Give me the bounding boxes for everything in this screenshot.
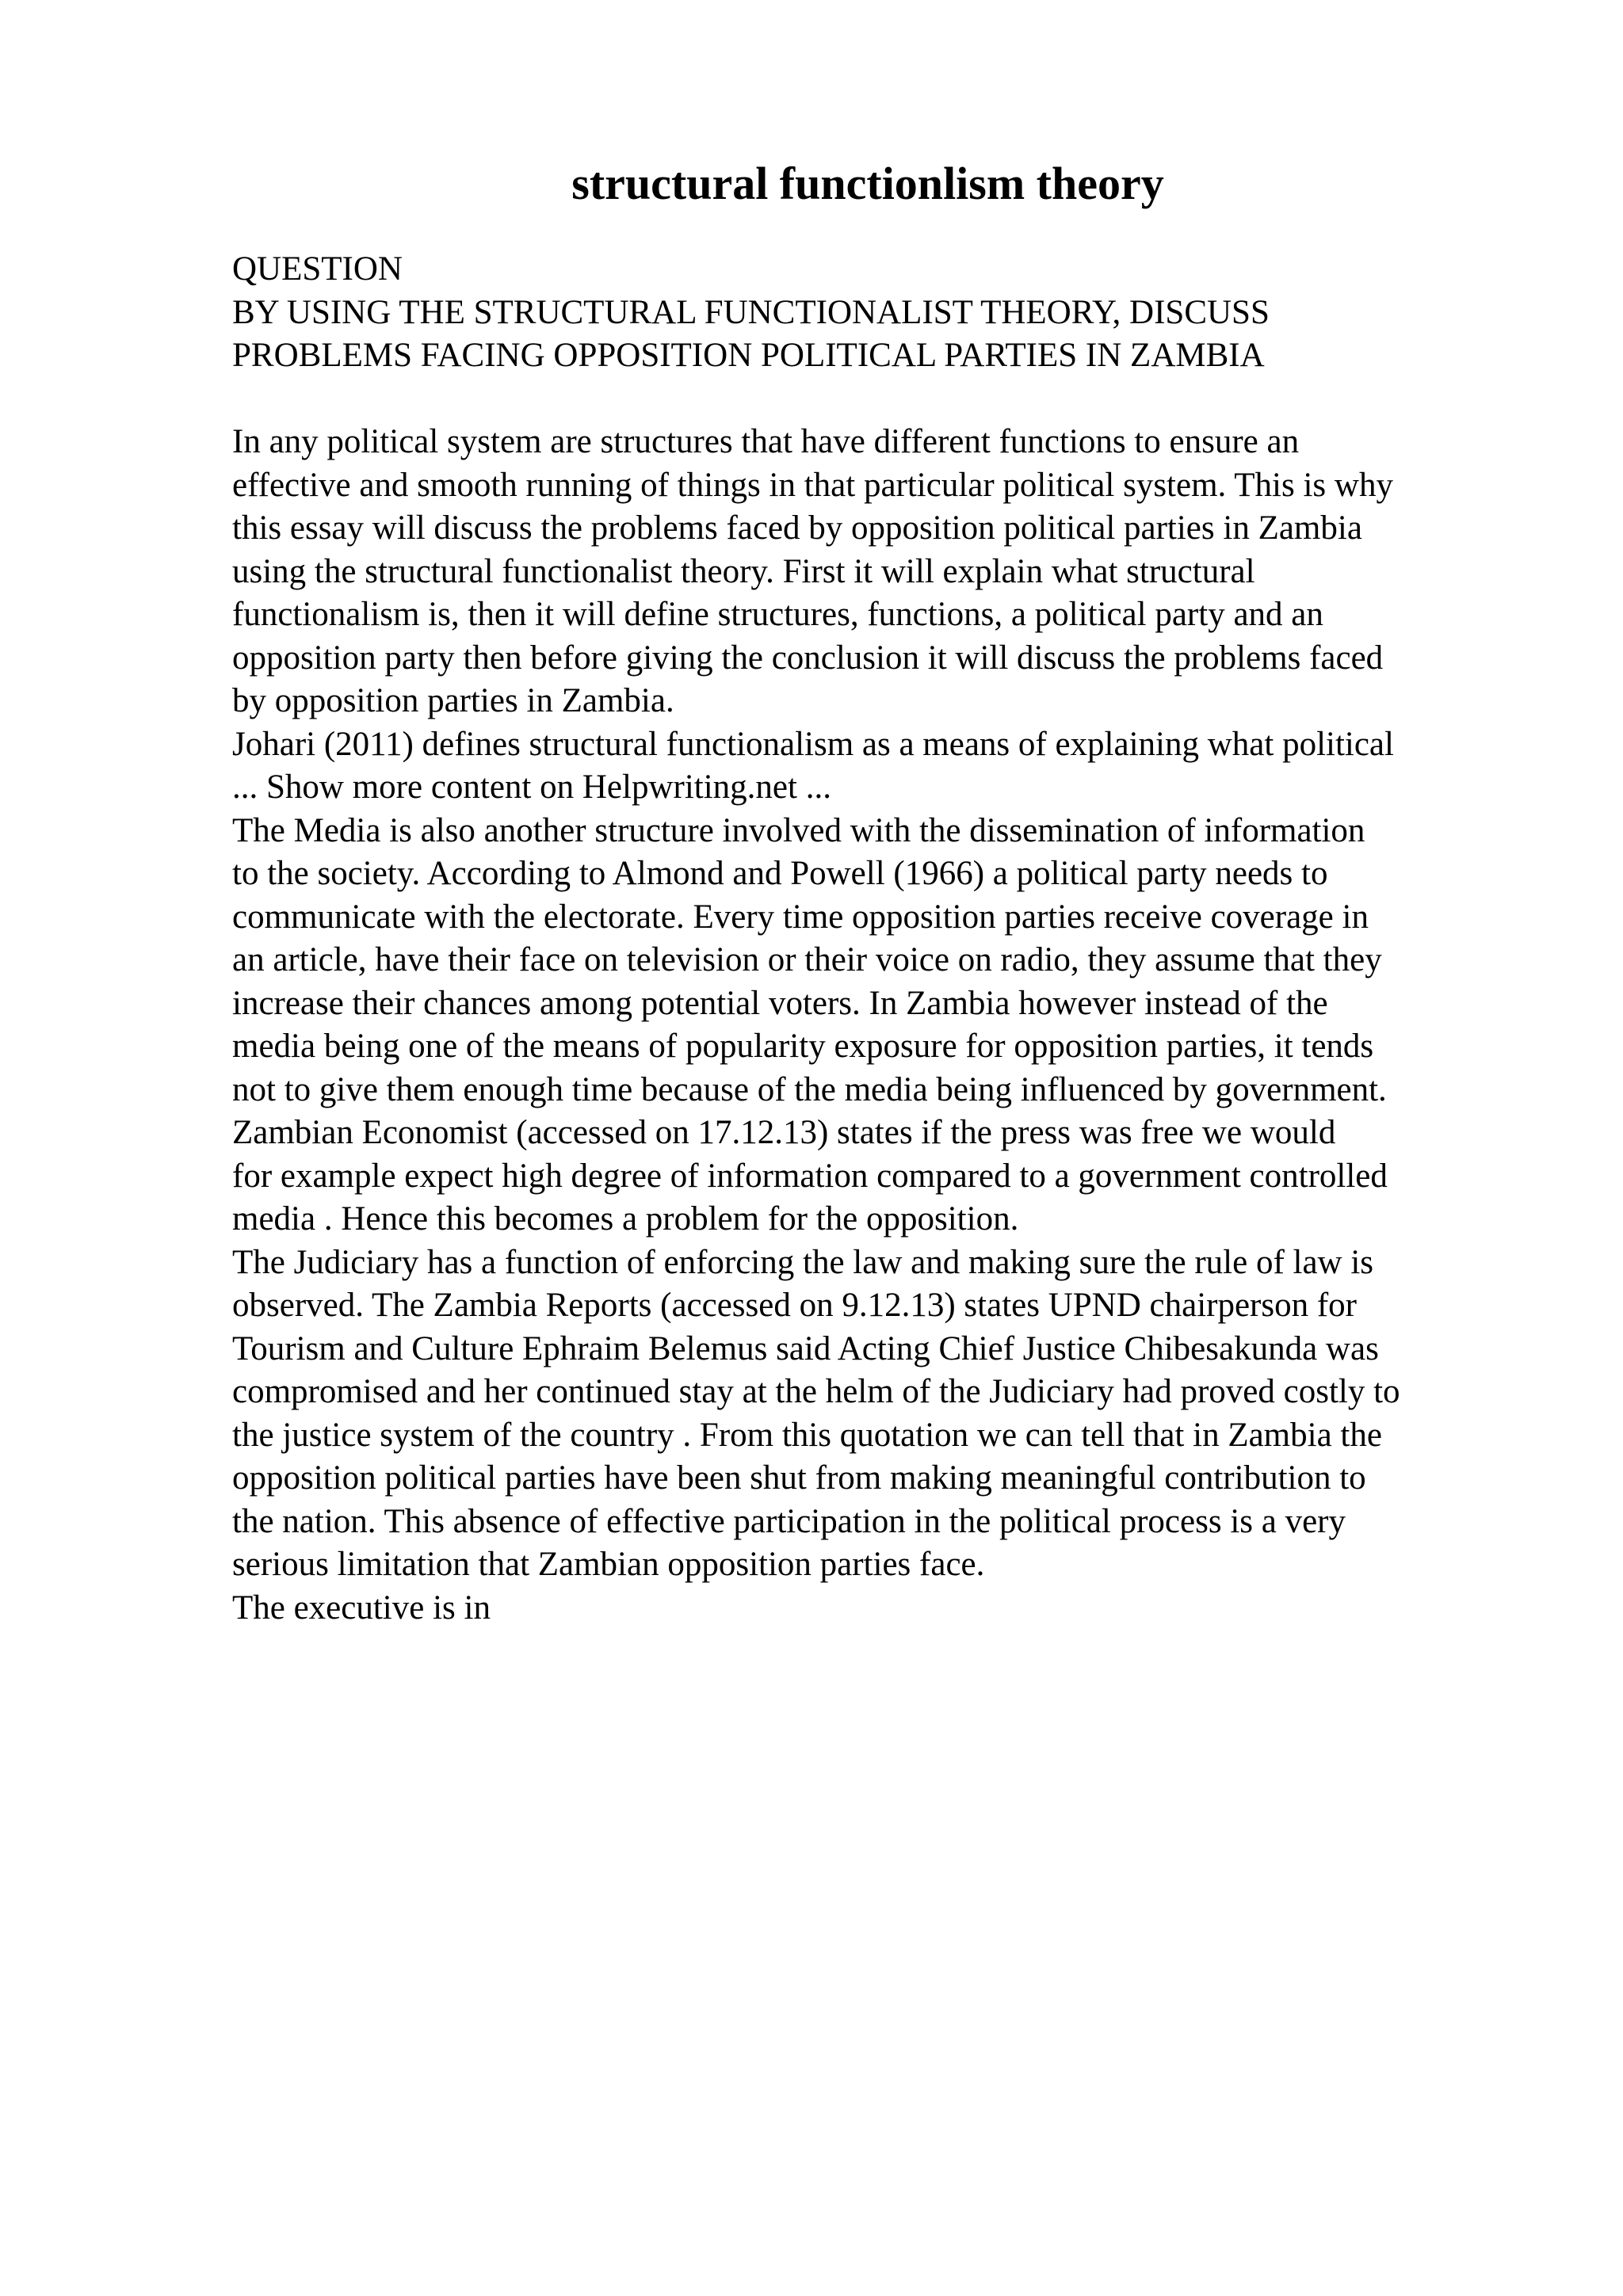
body-line: The Media is also another structure involved with the dissemination of information <box>232 811 1365 849</box>
body-line: for example expect high degree of information compared to a government controlled <box>232 1157 1388 1195</box>
body-line: to the society. According to Almond and Powell (1966) a political party needs to <box>232 855 1328 892</box>
body-line: by opposition parties in Zambia. <box>232 682 674 719</box>
body-line: media being one of the means of popularity exposure for opposition parties, it tends <box>232 1028 1374 1065</box>
body-line: the nation. This absence of effective participation in the political process is a very <box>232 1502 1346 1540</box>
body-line: opposition political parties have been shut from making meaningful contribution to <box>232 1459 1366 1497</box>
essay-body <box>232 421 1619 1630</box>
question-block <box>232 248 1619 378</box>
body-line: opposition party then before giving the conclusion it will discuss the problems faced <box>232 639 1384 677</box>
body-line: not to give them enough time because of the media being influenced by government. <box>232 1070 1387 1108</box>
show-more-content-link[interactable]: ... Show more content on Helpwriting.net ... <box>232 769 831 806</box>
body-line: functionalism is, then it will define structures, functions, a political party and an <box>232 596 1323 633</box>
body-line: Tourism and Culture Ephraim Belemus said Acting Chief Justice Chibesakunda was <box>232 1329 1379 1367</box>
body-line: an article, have their face on television or their voice on radio, they assume that they <box>232 941 1382 978</box>
body-line: compromised and her continued stay at the helm of the Judiciary had proved costly to <box>232 1373 1400 1410</box>
body-line: In any political system are structures that have different functions to ensure an <box>232 423 1300 460</box>
body-line: Johari (2011) defines structural functionalism as a means of explaining what political <box>232 725 1394 763</box>
body-line: Zambian Economist (accessed on 17.12.13) states if the press was free we would <box>232 1114 1336 1151</box>
question-line: BY USING THE STRUCTURAL FUNCTIONALIST THEORY, DISCUSS <box>232 293 1270 331</box>
body-line: the justice system of the country . From this quotation we can tell that in Zambia the <box>232 1416 1382 1454</box>
question-line: PROBLEMS FACING OPPOSITION POLITICAL PARTIES IN ZAMBIA <box>232 337 1265 374</box>
body-line: The executive is in <box>232 1589 491 1627</box>
body-line: using the structural functionalist theory. First it will explain what structural <box>232 552 1255 590</box>
body-line: media . Hence this becomes a problem for the opposition. <box>232 1200 1019 1238</box>
body-line: increase their chances among potential voters. In Zambia however instead of the <box>232 984 1328 1022</box>
body-line: communicate with the electorate. Every time opposition parties receive coverage in <box>232 898 1369 936</box>
body-line: serious limitation that Zambian opposition parties face. <box>232 1546 985 1583</box>
body-line: this essay will discuss the problems faced by opposition political parties in Zambia <box>232 509 1362 547</box>
body-line: effective and smooth running of things in that particular political system. This is why <box>232 466 1393 504</box>
document-title: structural functionlism theory <box>571 158 1164 209</box>
question-heading: QUESTION <box>232 250 403 288</box>
body-line: observed. The Zambia Reports (accessed on 9.12.13) states UPND chairperson for <box>232 1287 1357 1324</box>
body-line: The Judiciary has a function of enforcing the law and making sure the rule of law is <box>232 1243 1374 1281</box>
